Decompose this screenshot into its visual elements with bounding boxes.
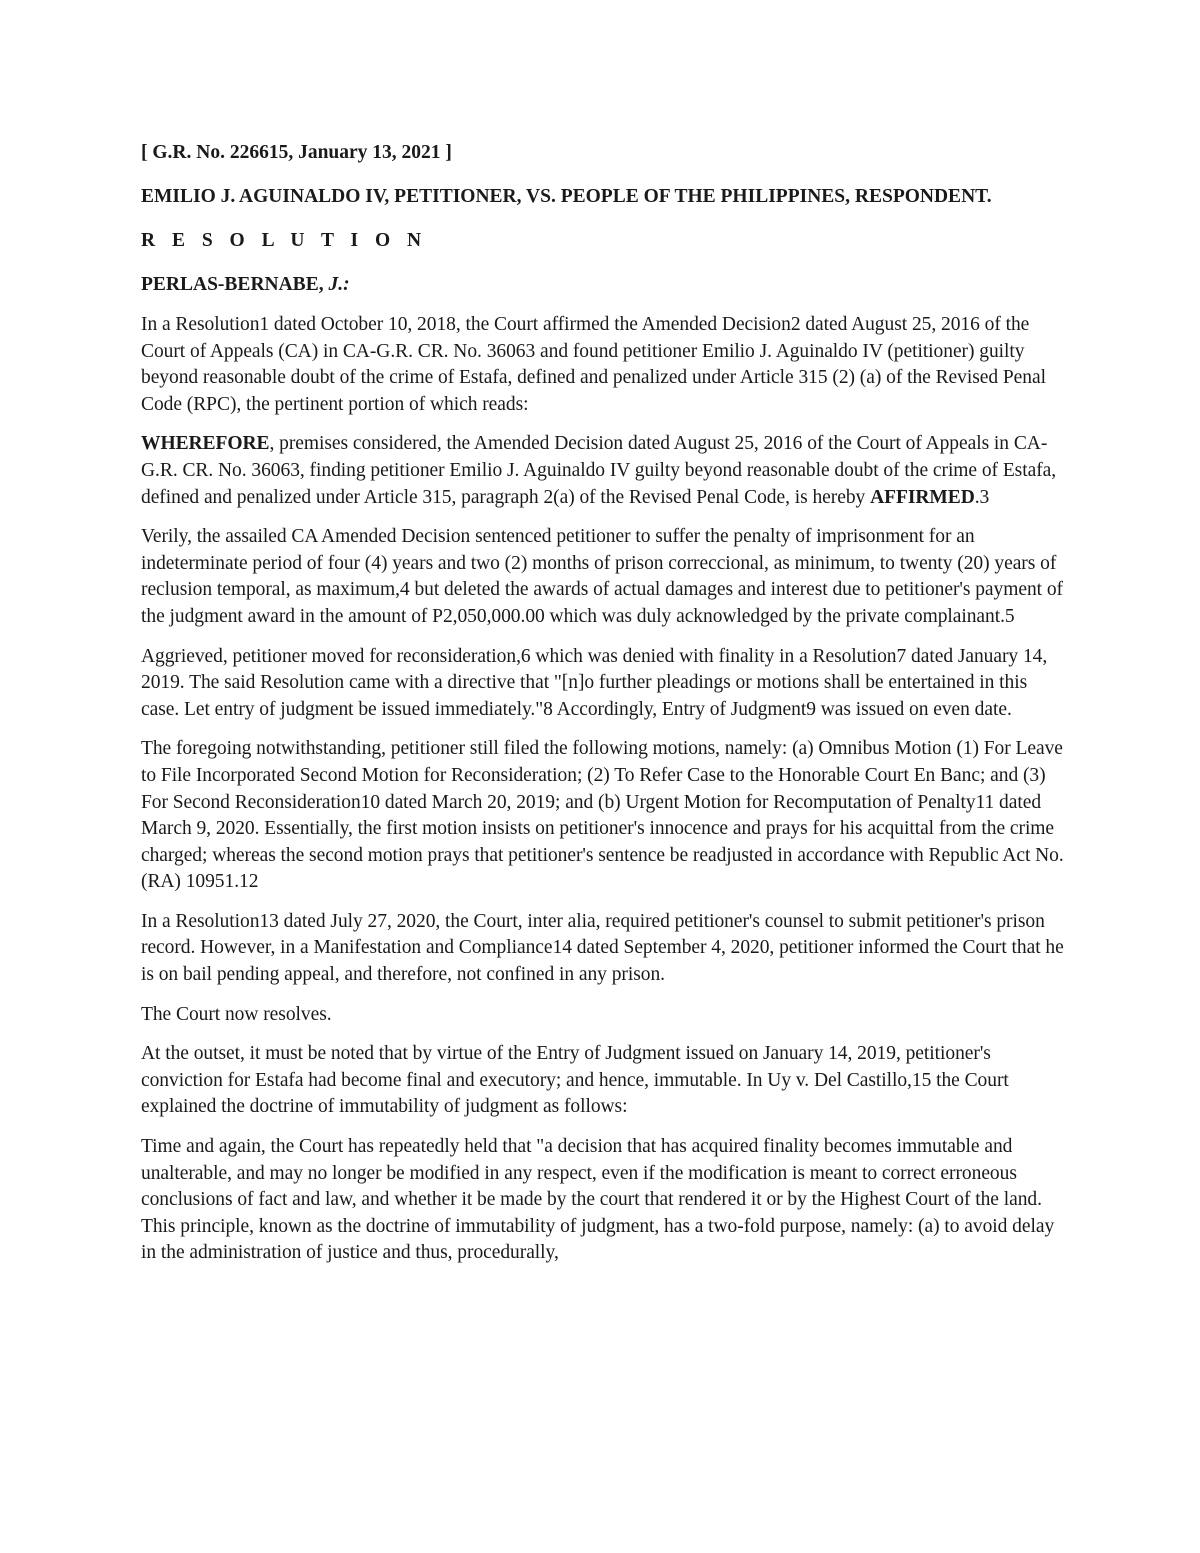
quote-end: .3 <box>974 486 990 508</box>
quote-body: , premises considered, the Amended Decision dated August 25, 2016 of the Court of Appeals in CA-G.R. CR. No. 36063, finding petitioner Emilio J. Aguinaldo IV guilty beyond reasonable doubt of the crime of Estafa, defined and penalized under Article 315, paragraph 2(a) of the Revised Penal Code, is hereby <box>141 433 1057 508</box>
case-number: [ G.R. No. 226615, January 13, 2021 ] <box>141 142 452 163</box>
paragraph-6: In a Resolution13 dated July 27, 2020, the Court, inter alia, required petitioner's counsel to submit petitioner's prison record. However, in a Manifestation and Compliance14 dated September 4, 2020, petitioner informed the Court that he is on bail pending appeal, and therefore, not confined in any prison. <box>141 910 1064 986</box>
paragraph-9: Time and again, the Court has repeatedly held that "a decision that has acquired finality becomes immutable and unalterable, and may no longer be modified in any respect, even if the modification is meant to correct erroneous conclusions of fact and law, and whether it be made by the court that rendered it or by the Highest Court of the land. This principle, known as the doctrine of immutability of judgment, has a two-fold purpose, namely: (a) to avoid delay in the administration of justice and thus, procedurally, <box>141 1136 1055 1264</box>
paragraph-5: The foregoing notwithstanding, petitioner still filed the following motions, namely: (a) Omnibus Motion (1) For Leave to File Incorporated Second Motion for Reconsideration; (2) To Refer Case to the Honorable Court En Banc; and (3) For Second Reconsideration10 dated March 20, 2019; and (b) Urgent Motion for Recomputation of Penalty11 dated March 9, 2020. Essentially, the first motion insists on petitioner's innocence and prays for his acquittal from the crime charged; whereas the second motion prays that petitioner's sentence be readjusted in accordance with Republic Act No. (RA) 10951.12 <box>141 738 1064 893</box>
paragraph-1: In a Resolution1 dated October 10, 2018, the Court affirmed the Amended Decision2 dated August 25, 2016 of the Court of Appeals (CA) in CA-G.R. CR. No. 36063 and found petitioner Emilio J. Aguinaldo IV (petitioner) guilty beyond reasonable doubt of the crime of Estafa, defined and penalized under Article 315 (2) (a) of the Revised Penal Code (RPC), the pertinent portion of which reads: <box>141 314 1046 415</box>
ponente-name: PERLAS-BERNABE, <box>141 274 329 295</box>
paragraph-7: The Court now resolves. <box>141 1003 332 1025</box>
paragraph-8: At the outset, it must be noted that by virtue of the Entry of Judgment issued on January 14, 2019, petitioner's conviction for Estafa had become final and executory; and hence, immutable. In Uy v. Del Castillo,15 the Court explained the doctrine of immutability of judgment as follows: <box>141 1043 1009 1118</box>
ponente-suffix: J.: <box>328 274 350 295</box>
paragraph-4: Aggrieved, petitioner moved for reconsideration,6 which was denied with finality in a Resolution7 dated January 14, 2019. The said Resolution came with a directive that "[n]o further pleadings or motions shall be entertained in this case. Let entry of judgment be issued immediately."8 Accordingly, Entry of Judgment9 was issued on even date. <box>141 645 1048 720</box>
affirmed-text: AFFIRMED <box>870 486 975 508</box>
case-parties: EMILIO J. AGUINALDO IV, PETITIONER, VS. PEOPLE OF THE PHILIPPINES, RESPONDENT. <box>141 186 992 207</box>
wherefore-text: WHEREFORE <box>141 433 270 455</box>
ponente <box>141 272 1066 298</box>
document-page <box>141 140 1066 1280</box>
paragraph-3: Verily, the assailed CA Amended Decision sentenced petitioner to suffer the penalty of imprisonment for an indeterminate period of four (4) years and two (2) months of prison correccional, as minimum, to twenty (20) years of reclusion temporal, as maximum,4 but deleted the awards of actual damages and interest due to petitioner's payment of the judgment award in the amount of P2,050,000.00 which was duly acknowledged by the private complainant.5 <box>141 526 1064 627</box>
paragraph-2-quote <box>141 431 1066 511</box>
document-type-heading: R E S O L U T I O N <box>141 230 428 251</box>
